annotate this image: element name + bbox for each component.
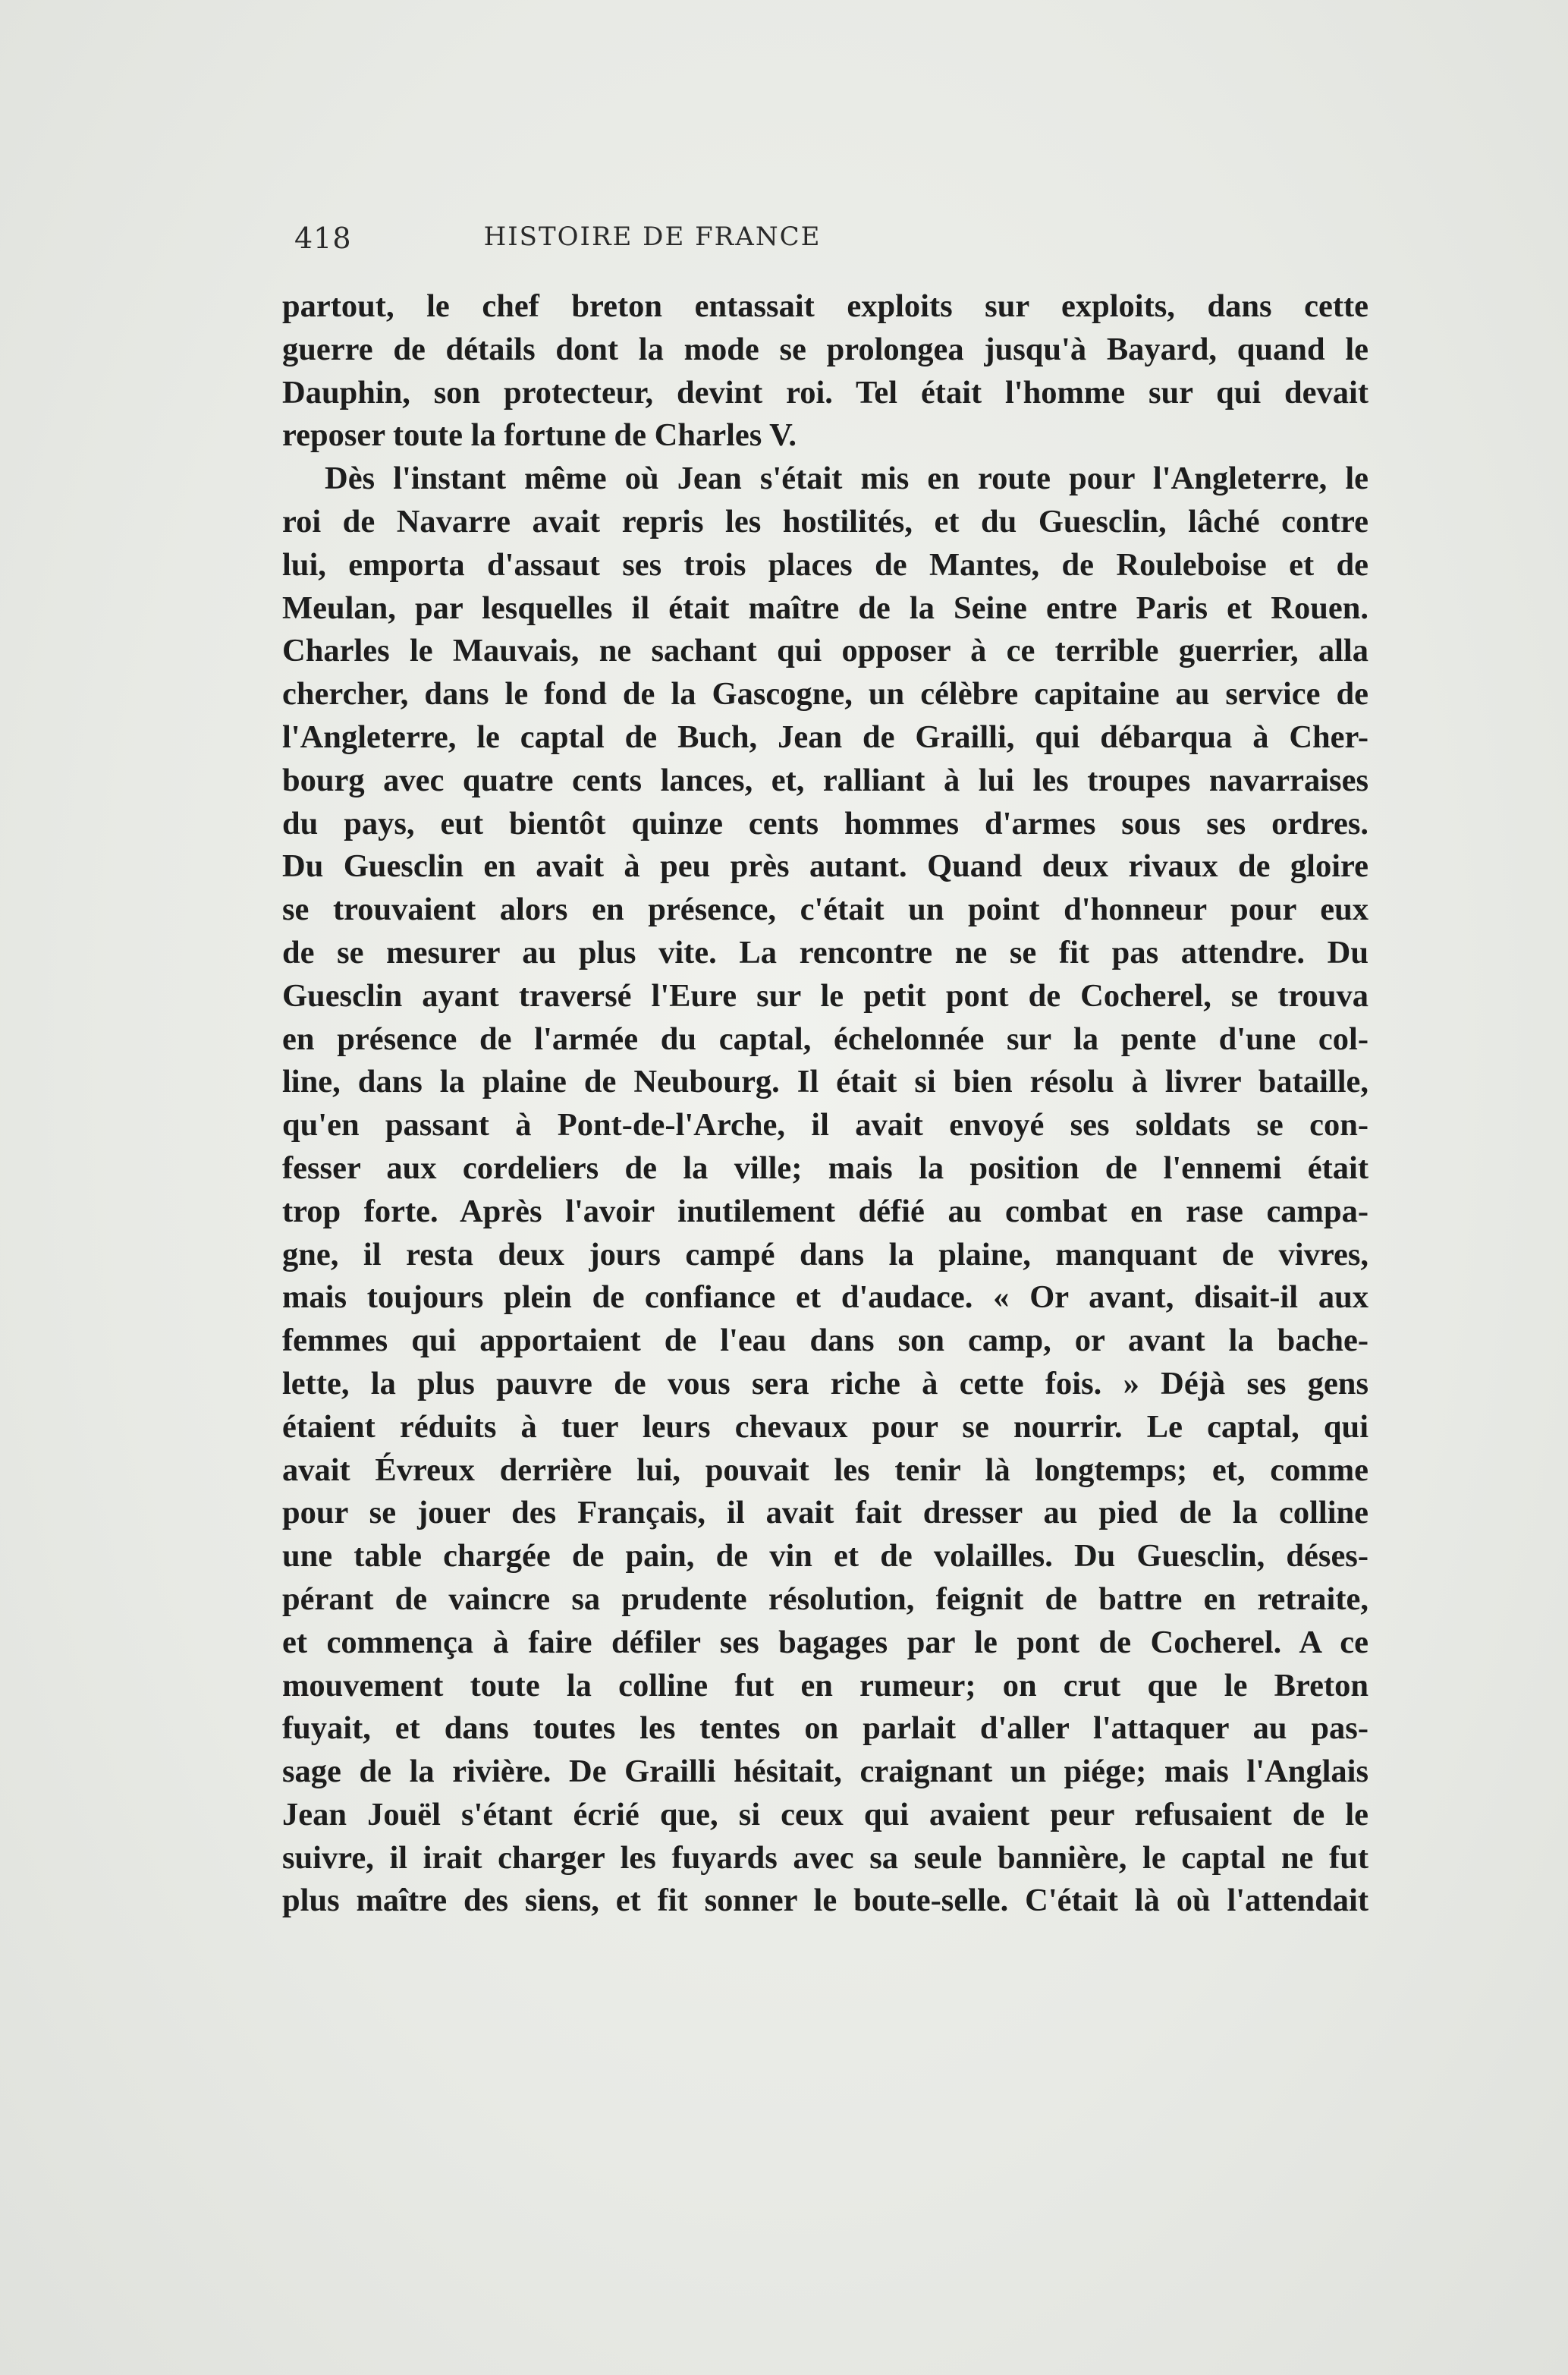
page-header xyxy=(288,219,1006,264)
text-line: gne, il resta deux jours campé dans la plaine, manquant de vivres, xyxy=(282,1236,1368,1272)
text-line: en présence de l'armée du captal, échelonnée sur la pente d'une col- xyxy=(282,1021,1368,1057)
paragraph xyxy=(282,285,1368,458)
body-text xyxy=(282,285,1368,1923)
text-line: Charles le Mauvais, ne sachant qui opposer à ce terrible guerrier, alla xyxy=(282,633,1368,669)
text-line: mais toujours plein de confiance et d'audace. « Or avant, disait-il aux xyxy=(282,1279,1368,1316)
paragraph xyxy=(282,458,1368,1923)
text-line: bourg avec quatre cents lances, et, ralliant à lui les troupes navarraises xyxy=(282,762,1368,798)
text-line: fuyait, et dans toutes les tentes on parlait d'aller l'attaquer au pas- xyxy=(282,1710,1368,1747)
text-line: qu'en passant à Pont-de-l'Arche, il avait envoyé ses soldats se con- xyxy=(282,1107,1368,1143)
page-number: 418 xyxy=(294,222,352,255)
text-line: suivre, il irait charger les fuyards avec sa seule bannière, le captal ne fut xyxy=(282,1839,1368,1876)
text-line: avait Évreux derrière lui, pouvait les tenir là longtemps; et, comme xyxy=(282,1452,1368,1488)
text-line: pérant de vaincre sa prudente résolution, feignit de battre en retraite, xyxy=(282,1581,1368,1617)
text-line: Du Guesclin en avait à peu près autant. Quand deux rivaux de gloire xyxy=(282,848,1368,885)
text-line: du pays, eut bientôt quinze cents hommes d'armes sous ses ordres. xyxy=(282,805,1368,841)
text-line: Dès l'instant même où Jean s'était mis en route pour l'Angleterre, le xyxy=(325,461,1368,497)
text-line: Dauphin, son protecteur, devint roi. Tel était l'homme sur qui devait xyxy=(282,374,1368,411)
text-line: chercher, dans le fond de la Gascogne, un célèbre capitaine au service de xyxy=(282,676,1368,712)
text-line: de se mesurer au plus vite. La rencontre ne se fit pas attendre. Du xyxy=(282,934,1368,970)
text-line: Guesclin ayant traversé l'Eure sur le petit pont de Cocherel, se trouva xyxy=(282,977,1368,1014)
text-line: trop forte. Après l'avoir inutilement défié au combat en rase campa- xyxy=(282,1193,1368,1229)
text-line: et commença à faire défiler ses bagages par le pont de Cocherel. A ce xyxy=(282,1624,1368,1660)
running-title: HISTOIRE DE FRANCE xyxy=(483,222,822,252)
text-line: pour se jouer des Français, il avait fait dresser au pied de la colline xyxy=(282,1495,1368,1531)
text-line: roi de Navarre avait repris les hostilités, et du Guesclin, lâché contre xyxy=(282,503,1368,539)
text-line: Meulan, par lesquelles il était maître de la Seine entre Paris et Rouen. xyxy=(282,590,1368,626)
text-line: plus maître des siens, et fit sonner le boute-selle. C'était là où l'attendait xyxy=(282,1883,1368,1919)
text-line: lette, la plus pauvre de vous sera riche à cette fois. » Déjà ses gens xyxy=(282,1365,1368,1401)
text-line: reposer toute la fortune de Charles V. xyxy=(282,417,797,454)
text-line: partout, le chef breton entassait exploits sur exploits, dans cette xyxy=(282,288,1368,324)
text-line: Jean Jouël s'étant écrié que, si ceux qui avaient peur refusaient de le xyxy=(282,1796,1368,1832)
text-line: l'Angleterre, le captal de Buch, Jean de Grailli, qui débarqua à Cher- xyxy=(282,719,1368,755)
text-line: étaient réduits à tuer leurs chevaux pour se nourrir. Le captal, qui xyxy=(282,1408,1368,1445)
text-line: line, dans la plaine de Neubourg. Il était si bien résolu à livrer bataille, xyxy=(282,1064,1368,1100)
text-line: fesser aux cordeliers de la ville; mais la position de l'ennemi était xyxy=(282,1150,1368,1186)
text-line: femmes qui apportaient de l'eau dans son camp, or avant la bache- xyxy=(282,1323,1368,1359)
text-line: mouvement toute la colline fut en rumeur; on crut que le Breton xyxy=(282,1667,1368,1703)
text-line: une table chargée de pain, de vin et de volailles. Du Guesclin, déses- xyxy=(282,1538,1368,1574)
text-line: sage de la rivière. De Grailli hésitait, craignant un piége; mais l'Anglais xyxy=(282,1754,1368,1790)
text-line: guerre de détails dont la mode se prolongea jusqu'à Bayard, quand le xyxy=(282,331,1368,367)
text-line: lui, emporta d'assaut ses trois places de Mantes, de Rouleboise et de xyxy=(282,546,1368,583)
text-line: se trouvaient alors en présence, c'était un point d'honneur pour eux xyxy=(282,892,1368,928)
